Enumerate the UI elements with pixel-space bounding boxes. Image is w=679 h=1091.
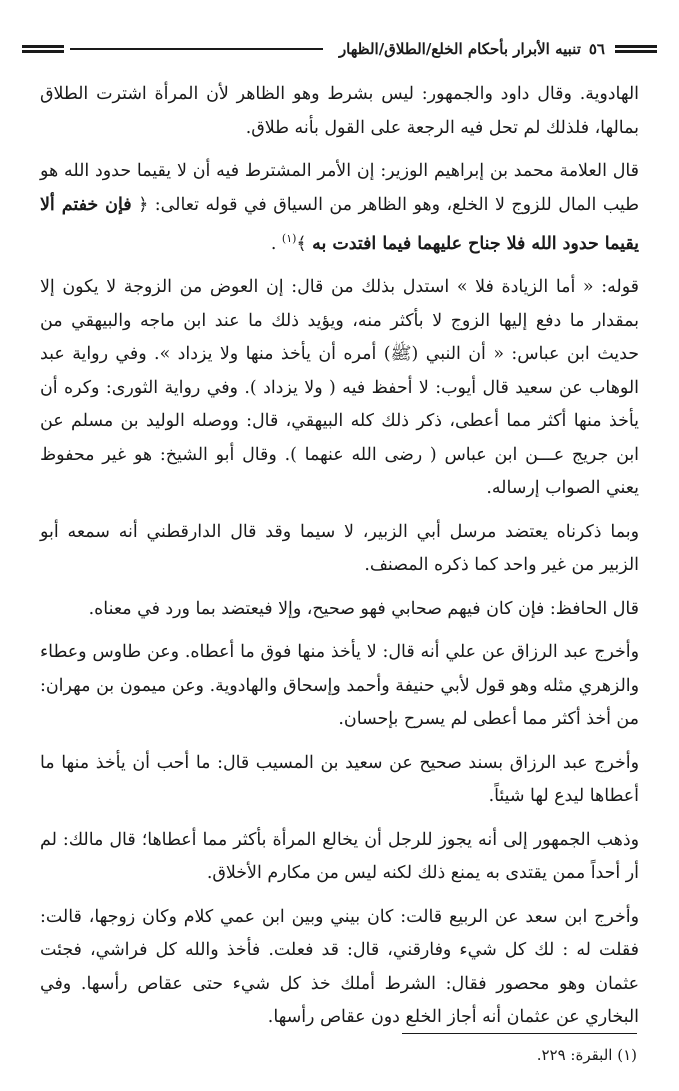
sentence-end: . <box>270 233 282 254</box>
header-rule <box>70 48 323 50</box>
paragraph: وأخرج عبد الرزاق عن علي أنه قال: لا يأخذ منها فوق ما أعطاه. وعن طاوس وعطاء والزهري مثله وهو قول لأبي حنيفة وأحمد وإسحاق والهادوية. وعن ميمون بن مهران: من أخذ أكثر مما أعطى لم يسرح بإحسان. <box>40 642 639 730</box>
paragraph: الهادوية. وقال داود والجمهور: ليس بشرط وهو الظاهر لأن المرأة اشترت الطلاق بمالها، فلذلك لم تحل فيه الرجعة على القول بأنه طلاق. <box>40 84 639 138</box>
footnote-divider <box>402 1033 637 1034</box>
running-title: تنبيه الأبرار بأحكام الخلع/الطلاق/الظهار <box>338 40 581 58</box>
paragraph: وأخرج عبد الرزاق بسند صحيح عن سعيد بن المسيب قال: ما أحب أن يأخذ منها ما أعطاها ليدع لها شيئاً. <box>40 752 639 807</box>
header-ornament-left <box>22 43 64 55</box>
footnote: (١) البقرة: ٢٢٩. <box>536 1046 637 1064</box>
page-number: ٥٦ <box>588 40 605 58</box>
paragraph-with-quote <box>40 155 639 261</box>
paragraph: قال الحافظ: فإن كان فيهم صحابي فهو صحيح، وإلا فيعتضد بما ورد في معناه. <box>88 598 639 619</box>
paragraph: وذهب الجمهور إلى أنه يجوز للرجل أن يخالع المرأة بأكثر مما أعطاها؛ قال مالك: لم أر أحداً ممن يقتدى به يمنع ذلك لكنه ليس من مكارم الأخلاق. <box>40 829 639 884</box>
quote-close: ﴾ <box>296 233 307 254</box>
quran-quote: فإن خفتم ألا يقيما حدود الله فلا جناح عليهما فيما افتدت به <box>40 194 639 254</box>
main-text <box>40 78 639 1045</box>
page-header <box>22 36 657 62</box>
paragraph-text: قال العلامة محمد بن إبراهيم الوزير: إن الأمر المشترط فيه أن لا يقيما حدود الله هو طيب المال للزوج لا الخلع، وهو الظاهر من السياق في قوله تعالى: ﴿ <box>40 161 639 215</box>
header-ornament-right <box>615 43 657 55</box>
paragraph: وأخرج ابن سعد عن الربيع قالت: كان بيني وبين ابن عمي كلام وكان زوجها، قالت: فقلت له : لك كل شيء وفارقني، قال: قد فعلت. فأخذ والله كل فراشي، فجئت عثمان وهو محصور فقال: الشرط أملك خذ كل شيء حتى عقاص رأسها. وفي البخاري عن عثمان أنه أجاز الخلع دون عقاص رأسها. <box>40 906 639 1028</box>
footnote-marker: (١) <box>281 232 297 245</box>
paragraph: قوله: « أما الزيادة فلا » استدل بذلك من قال: إن العوض من الزوجة لا يكون إلا بمقدار ما دفع إليها الزوج لا بأكثر منه، ويؤيد ذلك ما عند ابن ماجه والبيهقي من حديث ابن عباس: « أن النبي (ﷺ) أمره أن يأخذ منها ولا يزداد ». وفي رواية عبد الوهاب عن سعيد قال أيوب: لا أحفظ فيه ( ولا يزداد ). وفي رواية الثورى: وكره أن يأخذ منها أكثر مما أعطى، ذكر ذلك كله البيهقي، قال: ووصله الوليد بن مسلم عن ابن جريج عـــن ابن عباس ( رضى الله عنهما ). وقال أبو الشيخ: هو غير محفوظ يعني الصواب إرساله. <box>40 277 639 499</box>
paragraph: وبما ذكرناه يعتضد مرسل أبي الزبير، لا سيما وقد قال الدارقطني أنه سمعه أبو الزبير من غير واحد كما ذكره المصنف. <box>40 521 639 576</box>
